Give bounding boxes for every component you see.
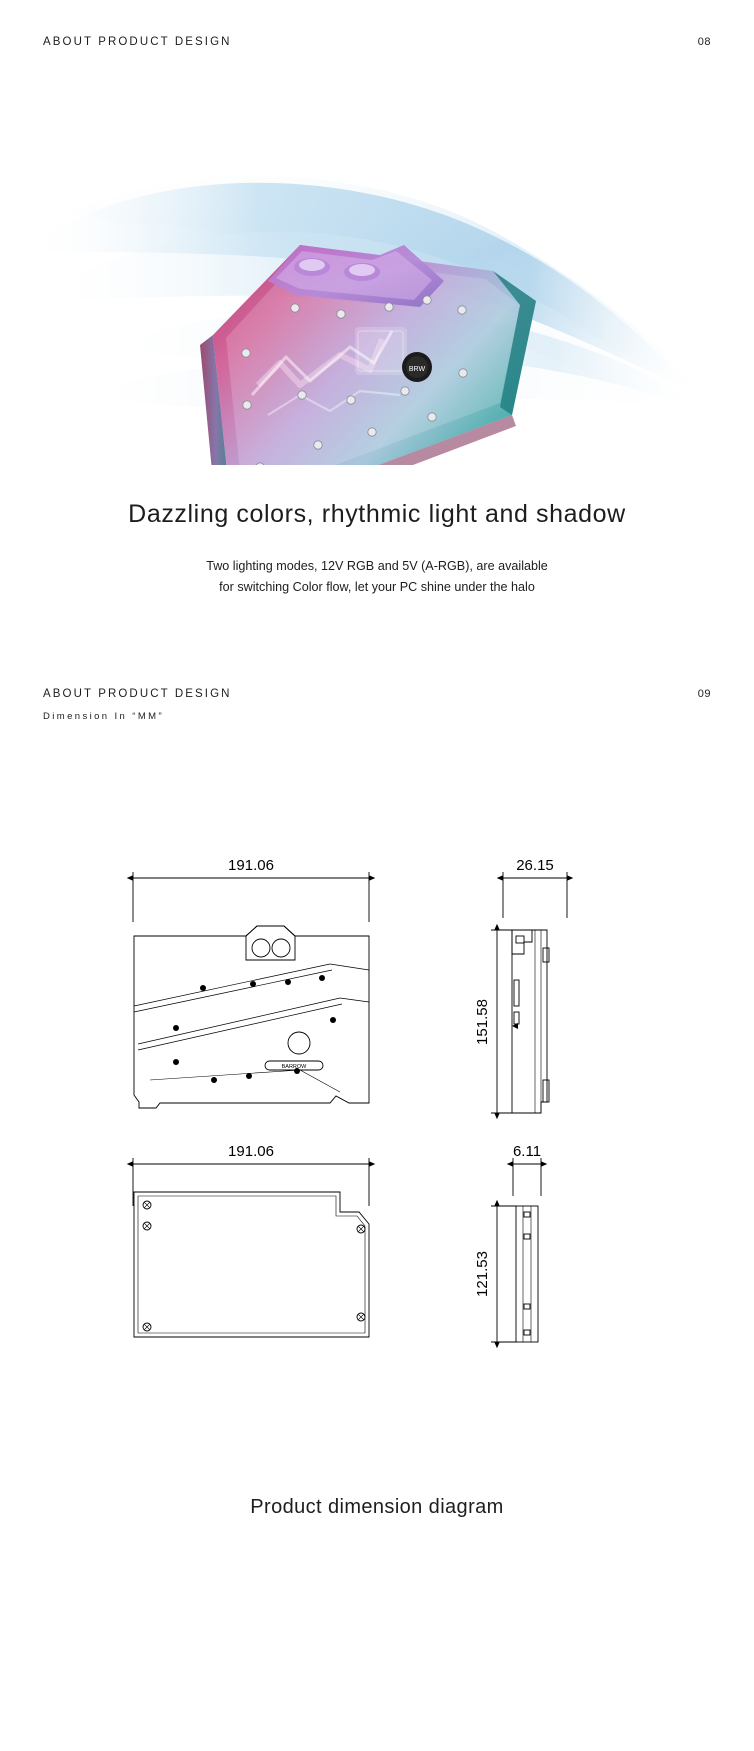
side-view-height-label: 151.58 bbox=[474, 999, 491, 1045]
brand-emblem bbox=[402, 352, 432, 382]
sub-headline-line-2: for switching Color flow, let your PC shine under the halo bbox=[219, 580, 535, 594]
backplate-side-view-drawing bbox=[474, 1143, 541, 1342]
section-title: ABOUT PRODUCT DESIGN bbox=[43, 36, 232, 48]
page-number: 09 bbox=[697, 688, 711, 700]
side-view-drawing bbox=[474, 857, 567, 1113]
section-header-09 bbox=[43, 688, 711, 700]
svg-text:BRW: BRW bbox=[408, 366, 426, 373]
back-view-drawing bbox=[133, 1143, 369, 1337]
side-view-width-label: 26.15 bbox=[516, 857, 554, 874]
sub-headline bbox=[0, 556, 754, 598]
svg-text:BARROW: BARROW bbox=[281, 1064, 307, 1070]
section-title: ABOUT PRODUCT DESIGN bbox=[43, 688, 232, 700]
front-view-drawing bbox=[133, 857, 369, 1108]
back-view-width-label: 191.06 bbox=[228, 1143, 274, 1160]
sub-headline-line-1: Two lighting modes, 12V RGB and 5V (A-RGB), are available bbox=[206, 559, 548, 573]
hero-image bbox=[0, 95, 754, 465]
front-view-width-label: 191.06 bbox=[228, 857, 274, 874]
dimension-drawings bbox=[0, 830, 754, 1390]
page-number: 08 bbox=[697, 36, 711, 48]
backplate-width-label: 6.11 bbox=[512, 1143, 542, 1160]
headline: Dazzling colors, rhythmic light and shadow bbox=[128, 500, 626, 528]
backplate-height-label: 121.53 bbox=[474, 1251, 491, 1297]
section-header-08 bbox=[43, 36, 711, 48]
figure-caption: Product dimension diagram bbox=[250, 1496, 504, 1518]
section-subtitle: Dimension In “MM” bbox=[43, 711, 165, 722]
